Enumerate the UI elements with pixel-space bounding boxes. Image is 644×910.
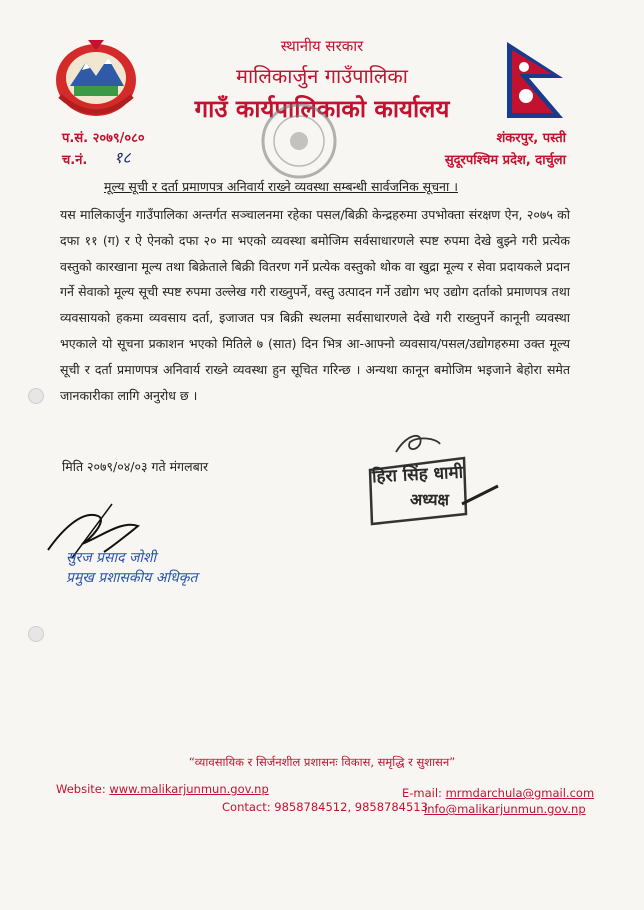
address-line-1: शंकरपुर, पस्ती [496, 131, 566, 146]
email-label: E-mail: [402, 786, 446, 800]
dispatch-number-label: च.नं. [62, 153, 88, 168]
email-link[interactable]: mrmdarchula@gmail.com [445, 786, 595, 800]
signatory-left-title: प्रमुख प्रशासकीय अधिकृत [66, 570, 198, 586]
notice-date: मिति २०७९/०४/०३ गते मंगलबार [62, 459, 209, 474]
notice-subject: मूल्य सूची र दर्ता प्रमाणपत्र अनिवार्य राख्ने व्यवस्था सम्बन्धी सार्वजनिक सूचना । [104, 179, 458, 194]
stamp-name-text: हिरा सिंह धामी [371, 462, 464, 488]
footer-website [56, 782, 269, 796]
footer-email-secondary [424, 802, 586, 816]
stamp-title-text: अध्यक्ष [410, 490, 449, 509]
punch-hole-bottom [28, 626, 44, 642]
header-line-2: मालिकार्जुन गाउँपालिका [236, 64, 408, 88]
footer-motto: “व्यावसायिक र सिर्जनशील प्रशासनः विकास, समृद्धि र सुशासन” [188, 755, 456, 769]
reference-number: प.सं. २०७९/०८० [62, 131, 145, 146]
faded-round-stamp [258, 100, 340, 182]
header-line-1: स्थानीय सरकार [280, 37, 364, 55]
website-link[interactable]: www.malikarjunmun.gov.np [109, 782, 269, 796]
email-secondary-link[interactable]: info@malikarjunmun.gov.np [424, 802, 586, 816]
notice-body: यस मालिकार्जुन गाउँपालिका अन्तर्गत सञ्चालनमा रहेका पसल/बिक्री केन्द्रहरुमा उपभोक्ता संरक्षण ऐन, २०७५ को दफा ११ (ग) र ऐ ऐनको दफा २० मा भएको व्यवस्था बमोजिम सर्वसाधारणले स्पष्ट रुपमा देखे बुझ्ने गरी प्रत्येक वस्तुको कारखाना मूल्य तथा बिक्रेताले बिक्री वितरण गर्ने प्रत्येक वस्तुको थोक वा खुद्रा मूल्य र सेवा प्रदायकले प्रदान गर्ने सेवाको मूल्य सूची स्पष्ट रुपमा उल्लेख गरी राख्नुपर्ने, वस्तु उत्पादन गर्ने उद्योग भए उद्योग दर्ताको प्रमाणपत्र तथा व्यवसायको हकमा व्यवसाय दर्ता, इजाजत पत्र बिक्री स्थलमा सर्वसाधारणले देखे गरी राख्नुपर्ने कानूनी व्यवस्था भएकाले यो सूचना प्रकाशन भएको मितिले ७ (सात) दिन भित्र आ-आफ्नो व्यवसाय/पसल/उद्योगहरुमा उक्त मूल्य सूची र दर्ता प्रमाणपत्र अनिवार्य राख्ने व्यवस्था हुन सूचित गरिन्छ । अन्यथा कानून बमोजिम भइजाने बेहोरा समेत जानकारीका लागि अनुरोध छ । [60, 207, 570, 403]
footer-email [402, 786, 594, 800]
header-office-title: गाउँ कार्यपालिकाको कार्यालय [194, 94, 450, 123]
punch-hole-top [28, 388, 44, 404]
signatory-left-block [66, 548, 197, 588]
dispatch-number-handwritten: १८ [114, 148, 131, 167]
signatory-left-name: सुरज प्रसाद जोशी [66, 550, 157, 566]
footer-contact: Contact: 9858784512, 9858784513 [222, 800, 428, 814]
website-label: Website: [56, 782, 110, 796]
address-line-2: सुदूरपश्चिम प्रदेश, दार्चुला [444, 153, 566, 168]
